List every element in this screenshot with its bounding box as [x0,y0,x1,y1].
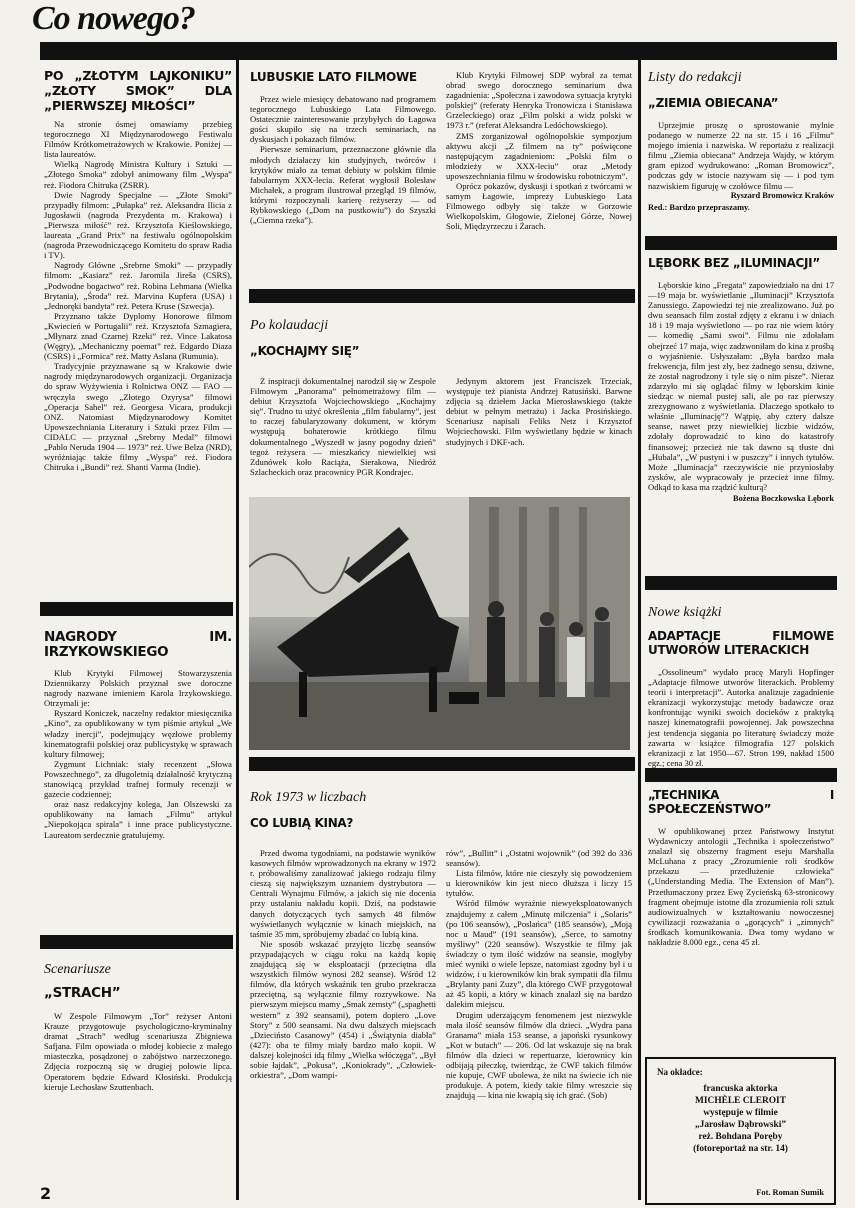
section-label: Listy do redakcji [648,70,742,85]
liczby-right [446,848,632,1100]
paragraph: Zygmunt Lichniak: stały recenzent „Słowa Powszechnego”, za długoletnią działalność krytyczną stanowiącą przykład trafnej formuły recenzji w gazecie codziennej; [44,758,232,800]
column-rule [638,60,641,1200]
paragraph: Lęborskie kino „Fregata” zapowiedziało na dni 17—19 maja br. wyświetlanie „Iluminacji” Krzysztofa Zanussiego. Zapowiedzi tej nie zrealizowano. Już po dwu seansach film został zdjęty z ekranu i w dniach 18 i 19 maja wyświetlono — po raz nie wiem który — komedię „Sami swoi”. Filmu nie zdołałam obejrzeć 17 maja, więc zadzwoniłam do kina z prośbą o wyjaśnienie. Usłyszałam: „Była bardzo mała frekwencja, film jest zły, bez żadnego sensu, dziwne, że został nagrodzony i tyle się o nim pisze”. Nieraz zdarzyło mi się oglądać filmy w lęborskim kinie siedząc w niemal pustej sali, ale po raz pierwszy zrezygnowano z wyświetlania. Dlaczego spotkało to właśnie „Iluminację”? Wątpię, aby cztery dalsze seanse, nawet przy niewielkiej liczbie widzów, zdołały doprowadzić to kino do katastrofy finansowej; przecież nie tak dawno są tłuste dni „Hubala”, „W pustyni i w puszczy” i innych tytułów. Może „Iluminacja” rzeczywiście nie przyniosłaby zysków, ale wypracowały je przecież inne filmy. Odkąd to kasa ma rządzić kulturą? [648,280,834,492]
section-bar [249,289,635,303]
box-line: MICHÈLE CLEROIT [695,1096,786,1106]
box-line: reż. Bohdana Poręby [698,1132,783,1142]
top-bar [40,42,837,60]
paragraph: W Zespole Filmowym „Tor” reżyser Antoni Krauze przygotowuje psychologiczno-kryminalny dramat „Strach” według scenariusza Zbigniewa Safjana. Film opowiada o młodej kobiecie z małego miasteczka, posądzonej o zabójstwo narzeczonego. Zdjęcia rozpoczną się w drugiej połowie lipca. Operatorem będzie Edward Kłosiński. Produkcją kieruje Lechosław Szuttenbach. [44,1011,232,1092]
signature: Bożena Boczkowska Lębork [733,493,834,503]
column-2-top [250,70,436,225]
column-3-top [446,70,632,232]
box-line: francuska aktorka [703,1084,778,1094]
column-4-technika [648,788,834,947]
paragraph: Klub Krytyki Filmowej SDP wybrał za temat obrad swego dorocznego seminarium dwa zagadnienia: „Społeczna i zawodowa sytuacja krytyki polskiej” (referaty Henryka Tronowicza i Stanisława Grzeleckiego) oraz „Film polski a widz polski w 1973 r.” (referat Aleksandra Ledóchowskiego). [446,70,632,131]
headline-lubuskie: LUBUSKIE LATO FILMOWE [250,70,417,84]
piano-scene-illustration [249,497,630,750]
paragraph: ZMS zorganizował ogólnopolskie sympozjum aktywu akcji „Z filmem na ty” poświęcone następującym zagadnieniom: „Polski film o młodzieży w XXX-leciu” oraz „Metody upowszechniania filmu w środowisku robotniczym”. [446,130,632,181]
paragraph: Uprzejmie proszę o sprostowanie mylnie podanego w numerze 22 na str. 15 i 16 „Filmu” mojego imienia i nazwiska. W reportażu z realizacji filmu „Ziemia obiecana” Andrzeja Wajdy, w którym gram epizod wydrukowano: „Roman Bromowicz”, podczas gdy w istocie nazywam się — i pod tym nazwiskiem figuruję w czołówce filmu — [648,120,834,191]
headline-ziemia-obiecana: „ZIEMIA OBIECANA” [648,96,779,110]
paragraph: Lista filmów, które nie cieszyły się powodzeniem u kierowników kin jest nieco dłuższa i liczy 15 tytułów. [446,868,632,899]
box-line: (fotoreportaż na str. 14) [693,1144,788,1154]
headline-kochajmy: „KOCHAJMY SIĘ” [250,344,360,358]
liczby-left [250,848,436,1080]
masthead: Co nowego? [32,0,195,37]
paragraph: Ryszard Koniczek, naczelny redaktor miesięcznika „Kino”, za opublikowany w tym piśmie artykuł „We władzy inercji”, podejmujący węzłowe problemy kinematografii polskiej oraz publicystykę w sprawach kultury filmowej; [44,708,232,759]
paragraph: Nie sposób wskazać przyjęto liczbę seansów przypadających w ciągu roku na każdą kopię znajdującą się w eksploatacji (przeciętna dla wszystkich filmów wynosi 282 seanse). Wśród 12 filmów, dla których wskaźnik ten grubo przekracza przeciętną, są wyłącznie filmy rozrywkowe. Na pierwszym miejscu mamy „Smak zemsty” („spaghetti western” z 392 seansami), potem dopiero „Love Story” z 500 seansami. Na dwu dalszych miejscach „Dzieciństo Casanowy” (454) i „Świątynia diabła” (427): oba te filmy miały bardzo mało kopii. W dalszej kolejności idą filmy „Wielka włóczęga”, „Był sobie łajdak”, „Pokusa”, „Koniokrady”, „Człowiek-orkiestra”, „Dom wampi- [250,938,436,1081]
page-number: 2 [40,1184,52,1203]
liczby-heading [250,790,436,844]
kolaudacja-heading [250,318,436,372]
paragraph: Pierwsze seminarium, przeznaczone głównie dla młodych działaczy kin studyjnych, twórców i krytyków miało za temat debiuty w polskim filmie fabularnym XXX-lecia. Referat wygłosił Bolesław Michałek, a program ilustrował przegląd 19 filmów, którymi rozpoczynali karierę reżyserzy — od Rybkowskiego („Dom na pustkowiu”) do Szyszki („Ciemna rzeka”). [250,144,436,226]
film-still-photo [249,497,630,750]
paragraph: oraz nasz redakcyjny kolega, Jan Olszewski za opublikowany na łamach „Filmu” artykuł „Niepokojąca spirala” i inne prace publicystyczne. Laureatom serdecznie gratulujemy. [44,799,232,840]
paragraph: Tradycyjnie przyznawane są w Krakowie dwie nagrody międzynarodowych organizacji. Organizacja do spraw Wyżywienia i Rolnictwa ONZ — FAO — wręczyła swego „Złotego Ozyrysa” filmowi „Operacja Sahel” reż. Georgesa Vicara, produkcji ONZ. Natomiast Międzynarodowy Komitet Upowszechniania Literatury i Sztuki przez Film — CIDALC — przyznał „Srebrny Medal” filmowi „Pablo Neruda 1904 — 1973” reż. Uwe Belza (NRD), wyróżniając także filmy „Wyspa” reż. Fiodora Chitruka i „Bundi” reż. Shanti Varma (Indie). [44,361,232,473]
section-bar [645,236,837,250]
paragraph: Wielką Nagrodę Ministra Kultury i Sztuki — „Złotego Smoka” zdobył animowany film „Wyspa” reż. Fiodora Chitruka (ZSRR). [44,159,232,190]
signature: Ryszard Bromowicz Kraków [730,190,834,200]
paragraph: Drugim uderzającym fenomenem jest niezwykle mała ilość seansów filmów dla dzieci. „Wydra pana Granama” miała 153 seanse, a japoński rysunkowy „Kot w butach” — 206. Od lat wskazuje się na brak filmów dla dzieci w repertuarze, kierownicy kin odbijają piłeczkę, twierdząc, że CWF takich filmów nie kupuje, CWF ubolewa, że nikt na świecie ich nie produkuje. A potem, kiedy takie filmy wreszcie się znajdują — kina nie kwapią się ich grać. (Sob) [446,1009,632,1101]
section-bar [40,602,233,616]
box-label: Na okładce: [657,1067,703,1077]
column-1-middle [44,630,232,840]
cover-info-box [645,1057,836,1205]
kolaudacja-left [250,376,436,477]
section-bar [645,576,837,590]
headline-zloty-smok: PO „ZŁOTYM LAJKONIKU” „ZŁOTY SMOK” DLA „PIERWSZEJ MIŁOŚCI” [44,68,232,113]
section-bar [249,757,635,771]
headline-lebork: LĘBORK BEZ „ILUMINACJI” [648,256,820,270]
paragraph: Na stronie ósmej omawiamy przebieg tegorocznego XI Międzynarodowego Festiwalu Filmów Krótkometrażowych w Krakowie. Poniżej — lista laureatów. [44,119,232,160]
column-1-top [44,68,232,472]
section-label: Rok 1973 w liczbach [250,790,367,805]
paragraph: Jedynym aktorem jest Franciszek Trzeciak, występuje też pianista Andrzej Ratusiński. Barwne zdjęcia są dziełem Jacka Mierosławskiego (także debiut w pełnym metrażu) i Jacka Prosińskiego. Scenariusz napisali Feliks Netz i Krzysztof Wojciechowski. Film wyświetlany będzie w kinach studyjnych i DKF-ach. [446,376,632,447]
paragraph: rów”, „Bullitt” i „Ostatni wojownik” (od 392 do 336 seansów). [446,848,632,869]
box-body [647,1083,834,1155]
paragraph: Wśród filmów wyraźnie niewyeksploatowanych znajdujemy z całem „Minutę milczenia” i „Solaris” (po 106 seansów), „Poslańca” (185 seansów), „Moją noc u Maud” (191 seansów), „Serce, to samotny myśliwy” (220 seansów). Wszystkie te filmy jak świadczy o tym ilość widzów na seansie, mogłyby mieć wyniki o wiele lepsze, natomiast zgodny był i u widzów, i u kierowników kin brak sympatii dla filmu „Brylanty pani Zuzy”, dla którego CWF przygotował aż 45 kopii, a który w kinach znalazł się na bardzo dalekim miejscu. [446,898,632,1010]
paragraph: Klub Krytyki Filmowej Stowarzyszenia Dziennikarzy Polskich przyznał swe doroczne nagrody nazwane imieniem Karola Irzykowskiego. Otrzymali je: [44,668,232,709]
paragraph: Przez wiele miesięcy debatowano nad programem tegorocznego Lubuskiego Lata Filmowego. Ostatecznie zainteresowanie przybyłych do Łagowa gości skupiło się na trzech seminariach, na dyskusjach i pokazach filmów. [250,94,436,145]
paragraph: Oprócz pokazów, dyskusji i spotkań z twórcami w samym Łagowie, imprezy Lubuskiego Lata Filmowego odbyły się także w Gorzowie Wielkopolskim, Głogowie, Zielonej Górze, Nowej Soli, Międzyrzeczu i Żarach. [446,181,632,232]
paragraph: „Ossolineum” wydało pracę Maryli Hopfinger „Adaptacje filmowe utworów literackich. Problemy teorii i interpretacji”. Autorka analizuje zagadnienie ekranizacji wykorzystując metody badawcze oraz konfrontując wyniki swoich docieków z praktyką naszej kinematografii powojennej. Jak powszechna jest tendencja sięgania po literaturę świadczy może zawarta w książce filmografia 127 polskich ekranizacji z lat 1950—67. Stron 199, nakład 1500 egz.; cena 30 zł. [648,667,834,768]
paragraph: W opublikowanej przez Państwowy Instytut Wydawniczy antologii „Technika i społeczeństwo” znalazł się obszerny fragment eseju Marshalla McLuhana z pracy „Zrozumienie roli środków przekazu — przedłużenie człowieka” („Understanding Media. The Extension of Man”). Przetłumaczony przez Ewę Zycieńską 63-stronicowy fragment obejmuje istotne dla zrozumienia roli sztuk audiowizualnych w kształtowaniu nowoczesnej cywilizacji rozważania o „gorących” i „zimnych” środkach komunikowania. Dwa tomy wydano w nakładzie 8.000 egz., cena 45 zł. [648,826,834,948]
paragraph: Dwie Nagrody Specjalne — „Złote Smoki” przypadły filmom: „Pułapka” reż. Aleksandra Ilicia z Jugosławii (nagroda Prezydenta m. Krakowa) i „Pierwsza miłość” reż. Krzysztofa Kieślowskiego, laureata „Grand Prix” na festiwalu ogólnopolskim (nagroda Przewodniczącego Komitetu do spraw Radia i TV). [44,189,232,261]
column-rule [236,60,239,1200]
paragraph: Przed dwoma tygodniami, na podstawie wyników kasowych filmów wprowadzonych na ekrany w 1972 r. próbowaliśmy zanalizować jakiego rodzaju filmy cieszą się największym uznaniem dystrybutora — Centrali Wynajmu Filmów, a jakich się nie docenia przy ustalaniu nakładu kopii. Dziś, na podstawie danych dotyczących tych samych 48 filmów wyświetlanych wyłącznie w kinach miejskich, na taśmie 35 mm, spróbujemy zbadać co lubią kina. [250,848,436,939]
column-4-books [648,605,834,768]
column-4-lebork [648,256,834,504]
headline-nagrody: NAGRODY IM. IRZYKOWSKIEGO [44,629,232,660]
section-label: Nowe książki [648,605,722,620]
paragraph: Przyznano także Dyplomy Honorowe filmom „Kwiecień w Portugalii” reż. Krzysztofa Szmagiera, „Młynarz znad Czarnej Rzeki” reż. Vince Lakatosa (Węgry), „Mechaniczny poemat” reż. Edgardo Diaza (CSRS) i „Formica” reż. Matty Aslana (Rumunia). [44,310,232,362]
photo-credit: Fot. Roman Sumik [756,1188,824,1197]
section-bar [645,768,837,782]
section-bar [40,935,233,949]
headline-strach: „STRACH” [44,985,121,1001]
box-line: występuje w filmie [703,1108,778,1118]
box-line: „Jarosław Dąbrowski” [694,1120,787,1130]
paragraph: Z inspiracji dokumentalnej narodził się w Zespole Filmowym „Panorama” pełnometrażowy film — debiut Krzysztofa Wojciechowskiego „Kochajmy się”. Trudno tu użyć określenia „film fabularny”, jest to raczej fabularyzowany dokument, w którym występują bohaterowie krótkiego filmu dokumentalnego „Wyszedł w jasny pogodny dzień” tegoż reżysera — mieszkańcy niewielkiej wsi Zdunówek koło Raciąża, Sierakowa, Niedróż Szlacheckich oraz pracownicy PGR Kondrajec. [250,376,436,477]
column-1-bottom [44,962,232,1092]
headline-co-lubia-kina: CO LUBIĄ KINA? [250,816,354,830]
paragraph: Nagrody Główne „Srebrne Smoki” — przypadły filmom: „Kasiarz” reż. Jaromila Jireša (CSRS), „Podwodne bogactwo” reż. Robina Lehmana (Wielka Brytania), „Środa” reż. Marvina Kupfera (USA) i „Jednoręki bandyta” reż. Petera Kruse (Szwecja). [44,260,232,311]
section-label: Scenariusze [44,962,111,977]
headline-adaptacje: ADAPTACJE FILMOWE UTWORÓW LITERACKICH [648,629,834,657]
section-label: Po kolaudacji [250,318,329,333]
headline-technika: „TECHNIKA I SPOŁECZEŃSTWO” [648,788,834,816]
kolaudacja-right [446,376,632,447]
editor-note: Red.: Bardzo przepraszamy. [648,202,750,212]
column-4-top [648,70,834,213]
